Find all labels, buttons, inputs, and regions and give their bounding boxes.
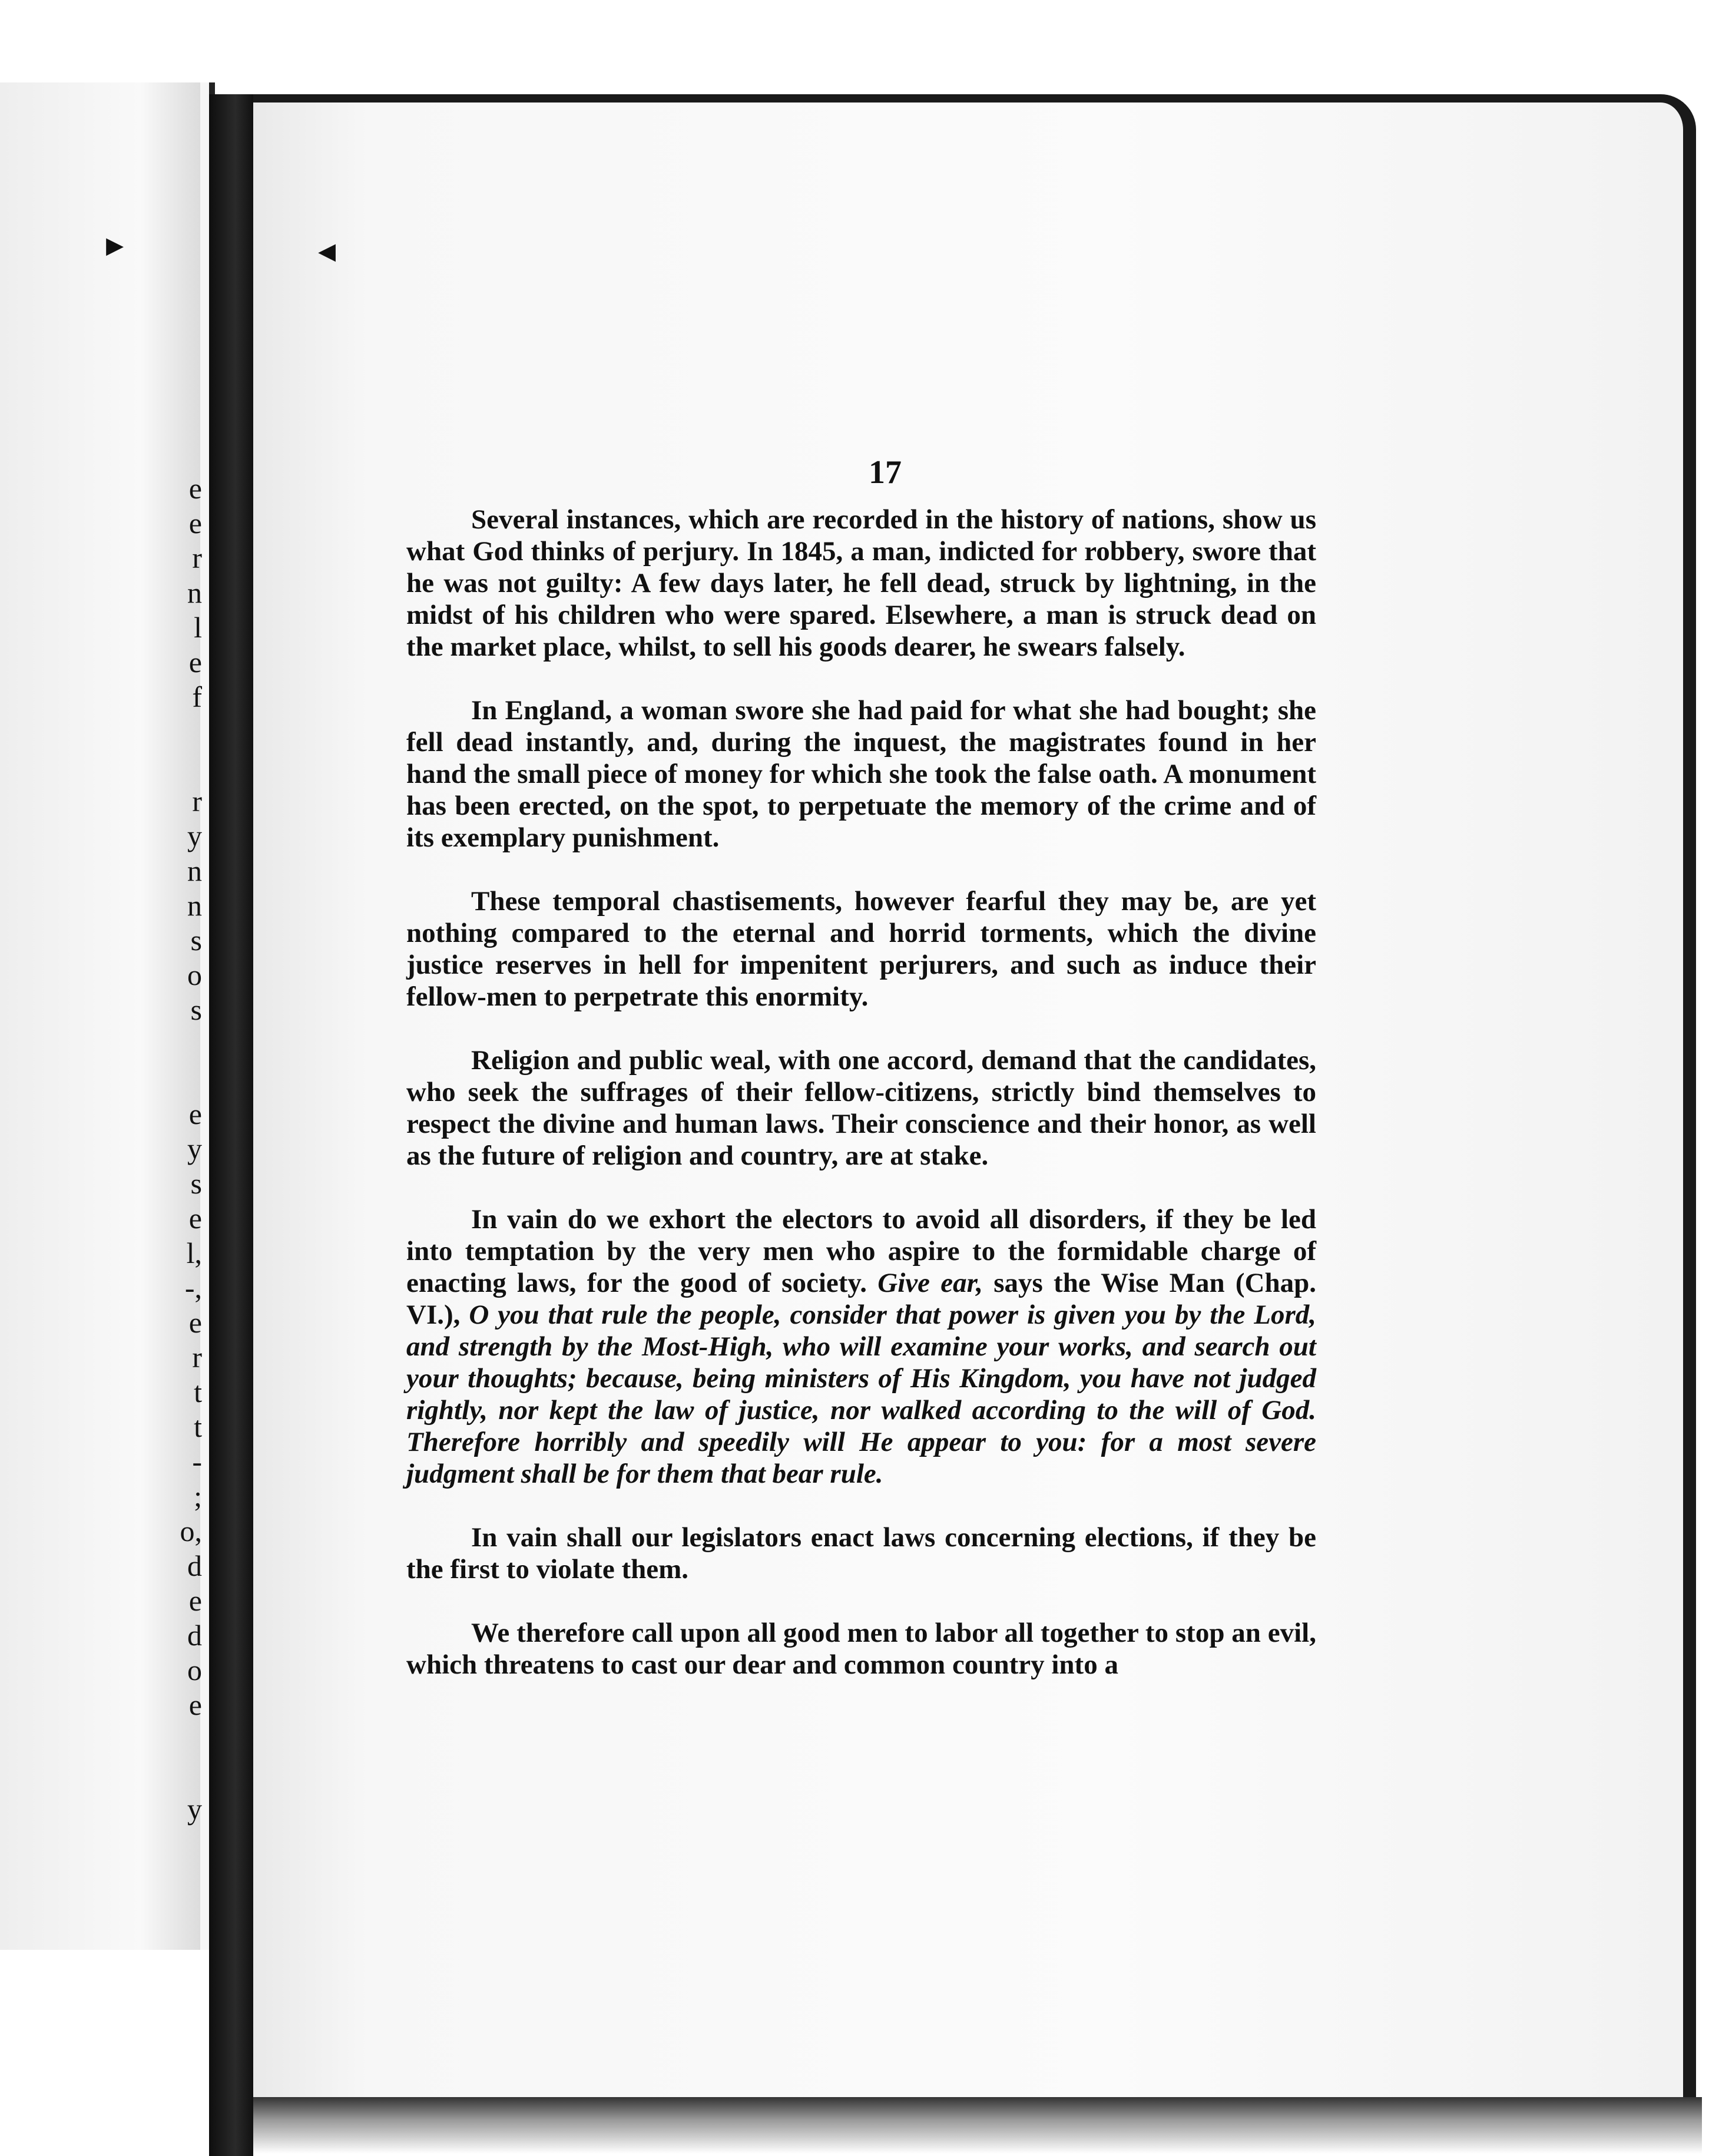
ink-mark: ◂ — [318, 231, 336, 270]
left-page-edge-letter: r — [192, 785, 202, 818]
left-page-edge-letter: f — [192, 680, 202, 713]
left-page-edge-letter: o, — [180, 1515, 202, 1547]
paragraph-england-woman: In England, a woman swore she had paid for what she had bought; she fell dead instantly, and, during the inquest, the magistrates found in her hand the small piece of money for which she took the false oath. A monument has been erected, on the spot, to perpetuate the memory of the crime and of its exemplary punishment. — [406, 695, 1316, 853]
left-page-edge-letter — [178, 1062, 202, 1097]
left-page-surface — [0, 82, 200, 1950]
paragraph-exhort-electors — [406, 1203, 1316, 1490]
left-page-edge-letter: n — [187, 576, 202, 609]
left-page-edge-letter — [178, 715, 202, 749]
left-page-edge-letter: o — [187, 1654, 202, 1687]
left-page-edge-letter: e — [188, 1306, 202, 1339]
paragraph-perjury-instances: Several instances, which are recorded in the history of nations, show us what God thinks of perjury. In 1845, a man, indicted for robbery, swore that he was not guilty: A few days later, he fell dead, struck by lightning, in the midst of his children who were spared. Elsewhere, a man is struck dead on the market place, whilst, to sell his goods dearer, he swears falsely. — [406, 504, 1316, 662]
left-page-edge-letter — [178, 1722, 202, 1757]
paragraph-italic-text: Give ear, — [877, 1268, 983, 1298]
left-page-edge-letter: n — [187, 854, 202, 887]
left-page-edge-letter: e — [188, 1097, 202, 1130]
left-facing-page — [0, 82, 215, 1950]
left-page-edge-letter: l, — [186, 1236, 202, 1269]
left-page-edge-letter: r — [192, 1341, 202, 1374]
ink-mark: ▸ — [106, 225, 124, 264]
left-page-edge-letter: - — [192, 1445, 202, 1478]
paragraph-temporal-chastisements: These temporal chastisements, however fearful they may be, are yet nothing compared to the eternal and horrid torments, which the divine justice reserves in hell for impenitent perjurers, and such as induce their fellow-men to perpetrate this enormity. — [406, 886, 1316, 1012]
left-page-edge-letter: e — [188, 1584, 202, 1617]
left-page-edge-letter: s — [190, 924, 202, 957]
paragraph-italic-quote: O you that rule the people, consider that power is given you by the Lord, and strength by the Most-High, who will examine your works, and search out your thoughts; because, being ministers of His Kingdom, you have not judged rightly, nor kept the law of justice, nor walked according to the will of God. Therefore horribly and speedily will He appear to you: for a most severe judgment shall be for them that bear rule. — [406, 1299, 1317, 1489]
paragraph-text: says the Wise Man (Chap. VI.), — [406, 1268, 1316, 1330]
left-page-edge-letter: l — [194, 611, 202, 644]
film-border-top — [0, 0, 1709, 88]
left-page-edge-letter: o — [187, 958, 202, 991]
left-page-edge-letter: t — [194, 1375, 202, 1408]
left-page-edge-letter: y — [187, 819, 202, 852]
left-page-edge-letter: s — [190, 1167, 202, 1200]
left-page-edge-letter: e — [188, 507, 202, 540]
left-page-edge-letter: e — [188, 1202, 202, 1235]
left-page-edge-letter — [178, 749, 202, 784]
left-page-edge-text — [178, 471, 202, 1827]
left-page-edge-letter: t — [194, 1410, 202, 1443]
left-page-edge-letter: y — [187, 1132, 202, 1165]
left-page-edge-letter: n — [187, 889, 202, 922]
page-bottom-shadow — [253, 2097, 1702, 2154]
left-page-edge-letter: ; — [194, 1480, 202, 1513]
left-page-edge-letter — [178, 1027, 202, 1062]
paragraph-text: In vain do we exhort the electors to avoid all disorders, if they be led into temptation by the very men who aspire to the formidable charge of enacting laws, for the good of society. — [406, 1204, 1316, 1298]
left-page-edge-letter: e — [188, 646, 202, 679]
paragraph-call-upon-good-men: We therefore call upon all good men to labor all together to stop an evil, which threatens to cast our dear and common country into a — [406, 1618, 1316, 1680]
left-page-edge-letter: -, — [184, 1271, 202, 1304]
page-gutter — [209, 94, 253, 2156]
left-page-edge-letter — [178, 1757, 202, 1792]
left-page-edge-letter: s — [190, 993, 202, 1026]
page-number: 17 — [869, 454, 902, 491]
left-page-edge-letter: r — [192, 541, 202, 574]
left-page-edge-letter: d — [187, 1619, 202, 1652]
left-page-edge-letter: e — [188, 1688, 202, 1721]
left-page-edge-letter: d — [187, 1549, 202, 1582]
paragraph-legislators: In vain shall our legislators enact laws concerning elections, if they be the first to violate them. — [406, 1522, 1316, 1585]
paragraph-religion-public-weal: Religion and public weal, with one accord, demand that the candidates, who seek the suffrages of their fellow-citizens, strictly bind themselves to respect the divine and human laws. Their conscience and their honor, as well as the future of religion and country, are at stake. — [406, 1045, 1316, 1171]
page-body-text — [406, 504, 1316, 1712]
left-page-edge-letter: y — [187, 1793, 202, 1826]
left-page-edge-letter: e — [188, 472, 202, 505]
